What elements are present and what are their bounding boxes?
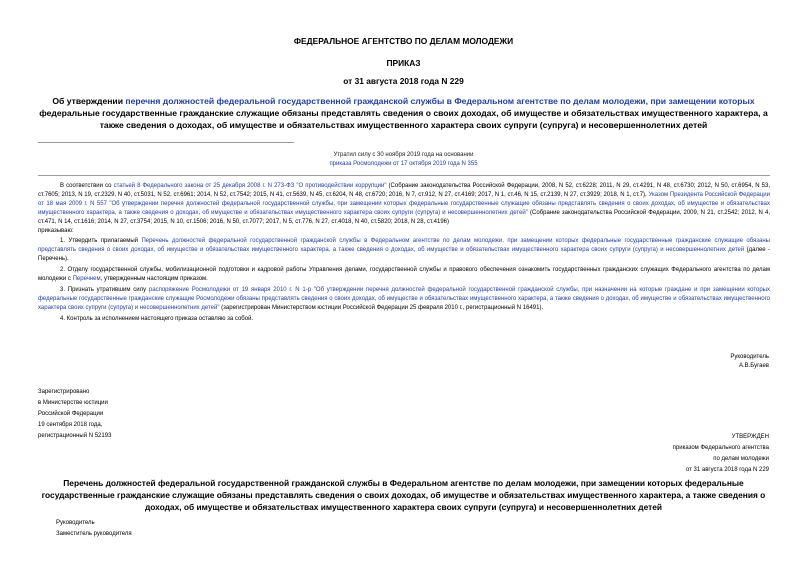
document-title [30,95,777,132]
item-1-text-2: (далее - Перечень). [38,247,771,263]
item-1 [38,237,770,264]
approval-stamp [673,432,769,476]
positions-list [56,518,132,540]
approval-line-1: УТВЕРЖДЕН [731,434,769,440]
item-3-text-2: (зарегистрирован Министерством юстиции Российской Федерации 25 февраля 2010 г., регистрационный N 16491). [219,304,544,311]
annulment-text: Утратил силу с 30 ноября 2019 года на основании [333,152,474,158]
title-prefix: Об утверждении [52,96,126,106]
approval-line-3: по делам молодежи [713,456,769,462]
agency-name: ФЕДЕРАЛЬНОЕ АГЕНТСТВО ПО ДЕЛАМ МОЛОДЕЖИ [293,36,514,46]
list-title: Перечень должностей федеральной государственной гражданской службы в Федеральном агентстве по делам молодежи, при замещении которых федеральные государственные гражданские служащие обязаны представлять сведения о своих доходах, об имуществе и обязательствах имущественного характера, а также сведения о доходах, об имуществе и обязательствах имущественного характера своих супруги (супруга) и несовершеннолетних детей [41,478,766,512]
signature-block [730,353,769,371]
item-4: 4. Контроль за исполнением настоящего приказа оставляю за собой. [60,315,254,322]
registration-line-4: 19 сентября 2018 года, [38,422,103,428]
document-type: ПРИКАЗ [386,58,421,68]
list-reference-link[interactable]: Перечнем [72,276,101,283]
list-item: Руководитель [56,520,95,526]
annulment-note [0,151,807,169]
annulment-divider [38,175,770,176]
order-word: приказываю: [38,227,74,234]
document-body [38,182,770,324]
item-3 [38,286,770,313]
registration-line-1: Зарегистрировано [38,389,90,395]
registration-line-5: регистрационный N 52193 [38,433,112,439]
presidential-decree-link[interactable]: Указом Президента Российской Федерации от 18 мая 2009 г. N 557 "Об утверждении перечня должностей федеральной государственной службы, при замещении которых федеральные государственные служащие обязаны представлять сведения о своих доходах, об имуществе и обязательствах имущественного характера, а также сведения о доходах, об имуществе и обязательствах имущественного характера своих супруги (супруга) и несовершеннолетних детей" [38,191,771,216]
signer-role: Руководитель [730,354,769,360]
preamble-text-2: (Собрание законодательства Российской Федерации, 2008, N 52, ст.6228; 2011, N 29, ст.4291, N 48, ст.6730; 2012, N 50, ст.6954, N 53, ст.7605; 2013, N 19, ст.2329, N 40, ст.5031, N 52, ст.6961; 2014, N 52, ст.7542; 2015, N 41, ст.5639, N 45, ст.6204, N 48, ст.6720; 2016, N 7, ст.912, N 27, ст.4169; 2017, N 1, ст.46, N 15, ст.2139, N 27, ст.3929; 2018, N 1, ст.7), [38,183,770,198]
title-rest: федеральные государственные гражданские служащие обязаны представлять сведения о своих доходах, об имуществе и обязательствах имущественного характера, а также сведения о доходах, об имуществе и обязательствах имущественного характера своих супруги (супруга) и несовершеннолетних детей [39,108,768,131]
document-date-number: от 31 августа 2018 года N 229 [343,76,464,86]
item-3-text-1: 3. Признать утратившим силу [60,286,149,293]
list-item: Заместитель руководителя [56,531,132,537]
item-1-text-1: 1. Утвердить прилагаемый [60,238,142,245]
item-2-text-1: 2. Отделу государственной службы, мобилизационной подготовки и кадровой работы Управления делами, государственной службы и правового обеспечения ознакомить государственных гражданских служащих Федерального агентства по делам молодежи с [38,267,770,283]
approval-line-2: приказом Федерального агентства [672,445,769,451]
preamble-paragraph [38,182,770,227]
signer-name: А.В.Бугаев [738,363,769,369]
revoked-order-link[interactable]: распоряжение Росмолодежи от 19 января 2010 г. N 1-р "Об утверждении перечня должностей федеральной государственной гражданской службы, при назначении на которые граждане и при замещении которых федеральные государственные гражданские служащие Росмолодежи обязаны представлять сведения о своих доходах, об имуществе и обязательствах имущественного характера, а также сведения о доходах, об имуществе и обязательствах имущественного характера своих супруги (супруга) и несовершеннолетних детей" [38,286,770,311]
list-link[interactable]: Перечень должностей федеральной государственной гражданской службы в Федеральном агентстве по делам молодежи, при замещении которых федеральные государственные гражданские служащие обязаны представлять сведения о своих доходах, об имуществе и обязательствах имущественного характера, а также сведения о доходах, об имуществе и обязательствах имущественного характера своих супруги (супруга) и несовершеннолетних детей [38,238,770,254]
registration-note [38,387,111,442]
registration-line-3: Российской Федерации [38,411,104,417]
item-2 [38,266,770,284]
title-divider [38,142,294,143]
preamble-text-1: В соответствии со [60,183,114,189]
preamble-text-3: (Собрание законодательства Российской Федерации, 2009, N 21, ст.2542; 2012, N 4, ст.471, N 14, ст.1616; 2014, N 27, ст.3754; 2015, N 10, ст.1506; 2016, N 50, ст.7077; 2017, N 5, ст.776, N 27, ст.4018, N 40, ст.5820; 2018, N 28, ст.4196) [38,209,770,225]
registration-line-2: в Министерстве юстиции [38,400,108,406]
approval-line-4: от 31 августа 2018 года N 229 [685,467,769,473]
federal-law-link[interactable]: статьей 8 Федерального закона от 25 декабря 2008 г. N 273-ФЗ "О противодействии коррупции" [113,183,387,189]
annulment-order-link[interactable]: приказа Росмолодежи от 17 октября 2019 года N 355 [329,161,478,167]
title-list-link[interactable]: перечня должностей федеральной государственной гражданской службы в Федеральном агентстве по делам молодежи, при замещении которых [125,96,755,106]
item-2-text-2: , утвержденным настоящим приказом. [100,276,208,283]
